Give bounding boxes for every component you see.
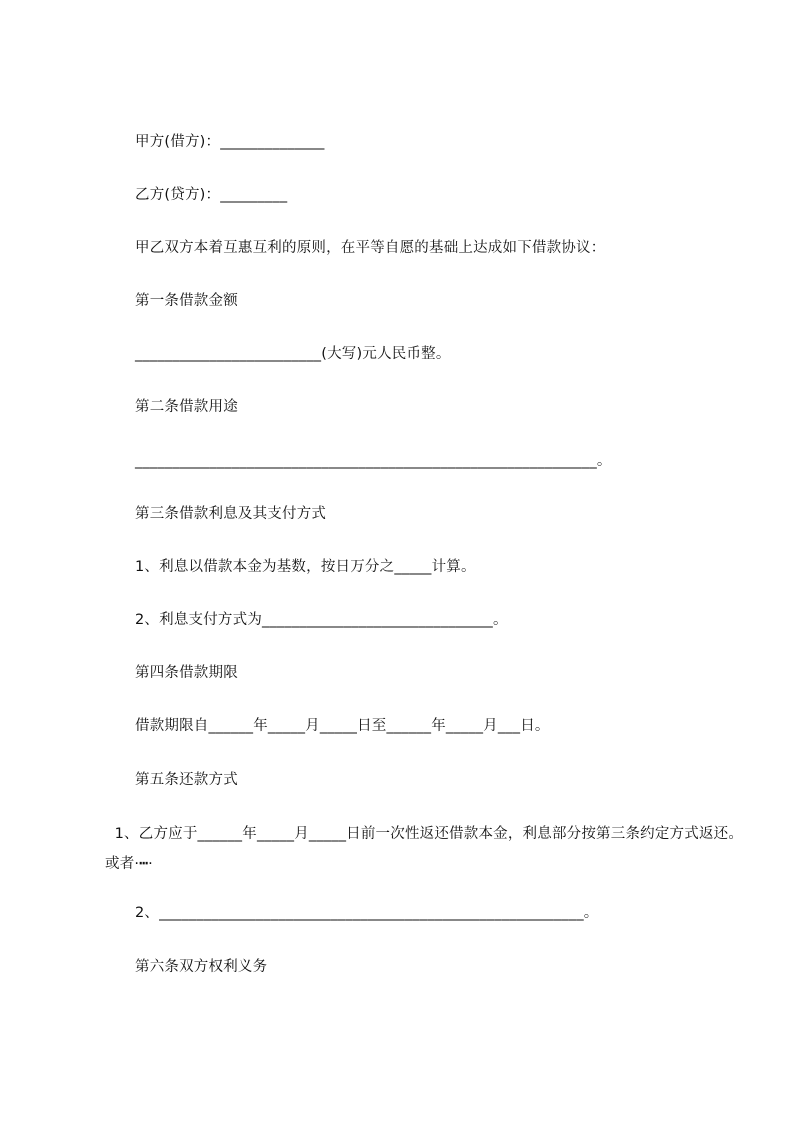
article-4-heading: 第四条借款期限	[135, 665, 238, 681]
loan-purpose-line: ______________________________________________________________。	[135, 453, 612, 469]
repayment-option-2-line: 2、_________________________________________________________。	[135, 905, 599, 921]
party-b-line: 乙方(贷方)：_________	[135, 187, 288, 203]
article-6-heading: 第六条双方权利义务	[135, 959, 268, 975]
article-5-heading: 第五条还款方式	[135, 772, 238, 788]
article-2-heading: 第二条借款用途	[135, 399, 238, 415]
loan-amount-line: _________________________(大写)元人民币整。	[135, 346, 451, 362]
agreement-intro: 甲乙双方本着互惠互利的原则，在平等自愿的基础上达成如下借款协议：	[135, 240, 606, 256]
repayment-paragraph: 1、乙方应于______年_____月_____日前一次性返还借款本金，利息部分按第三条约定方式返还。或者·┅·	[105, 826, 744, 872]
party-a-line: 甲方(借方)：______________	[135, 134, 325, 150]
article-3-heading: 第三条借款利息及其支付方式	[135, 506, 327, 522]
loan-term-line: 借款期限自______年_____月_____日至______年_____月___日。	[135, 718, 550, 734]
interest-payment-line: 2、利息支付方式为_______________________________。	[135, 612, 508, 628]
interest-rate-line: 1、利息以借款本金为基数，按日万分之_____计算。	[135, 559, 476, 575]
article-1-heading: 第一条借款金额	[135, 293, 238, 309]
